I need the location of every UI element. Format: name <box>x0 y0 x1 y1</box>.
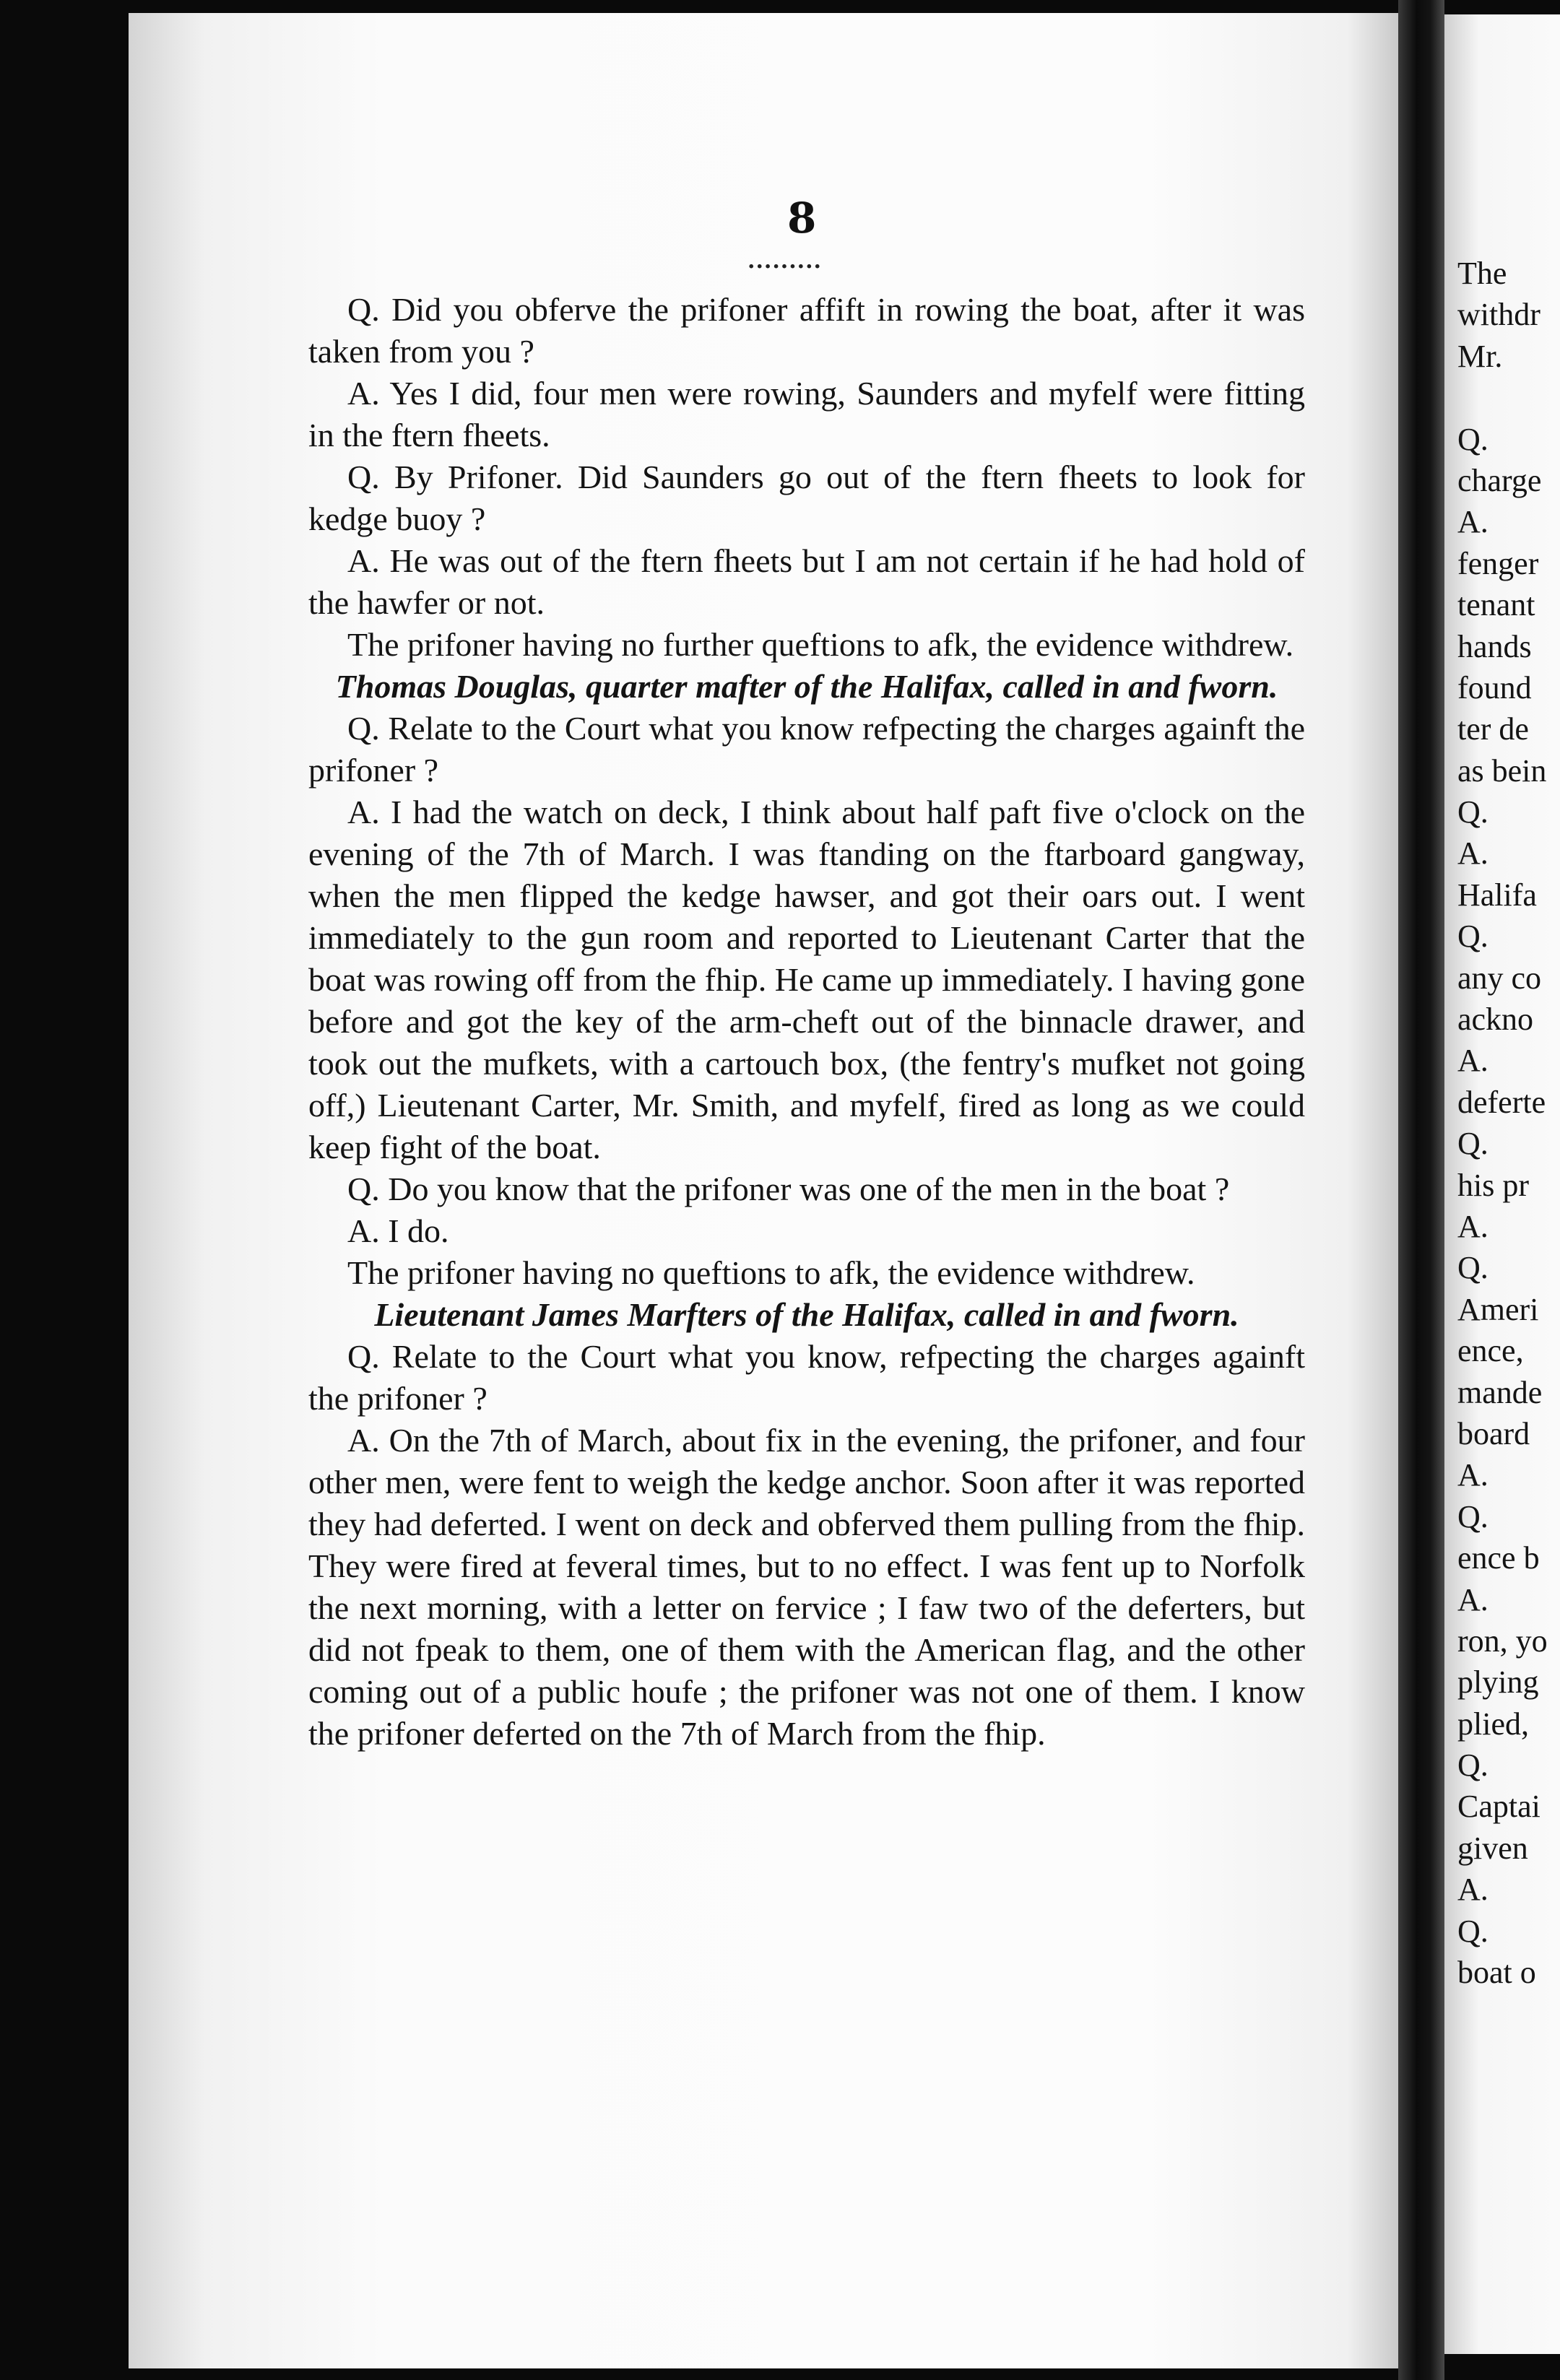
facing-page-line: given <box>1457 1830 1528 1866</box>
facing-page-line: A. <box>1457 1581 1488 1617</box>
facing-page-line: deferte <box>1457 1084 1546 1120</box>
facing-page-line: boat o <box>1457 1955 1536 1991</box>
facing-page-line: tenant <box>1457 587 1535 623</box>
facing-page-line: Q. <box>1457 1126 1488 1162</box>
testimony-paragraph: The prifoner having no queftions to afk, the evidence withdrew. <box>347 1254 1195 1291</box>
facing-page-line: ackno <box>1457 1002 1534 1038</box>
testimony-paragraph: Q. Relate to the Court what you know, refpecting the charges againft the prifoner ? <box>308 1338 1305 1417</box>
page-number: 8 <box>787 194 817 243</box>
facing-page-line: Q. <box>1457 918 1488 955</box>
facing-page-line: A. <box>1457 504 1488 540</box>
facing-page-line: ter de <box>1457 711 1529 747</box>
testimony-paragraph: A. I had the watch on deck, I think about half paft five o'clock on the evening of the 7th of March. I was ftanding on the ftarboard gangway, when the men flipped the kedge hawser, and got their oars out. I went immediately to the gun room and reported to Lieutenant Carter that the boat was rowing off from the fhip. He came up immediately. I having gone before and got the key of the arm-cheft out of the binnacle drawer, and took out the mufkets, with a cartouch box, (the fentry's mufket not going off,) Lieutenant Carter, Mr. Smith, and myfelf, fired as long as we could keep fight of the boat. <box>308 794 1305 1165</box>
facing-page-line: fenger <box>1457 545 1539 581</box>
body-text <box>308 289 1305 1755</box>
testimony-paragraph: Q. Did you obferve the prifoner affift in rowing the boat, after it was taken from you ? <box>308 291 1305 370</box>
book-gutter <box>1398 0 1444 2380</box>
facing-page-line: found <box>1457 669 1532 705</box>
facing-page-line: plied, <box>1457 1706 1529 1742</box>
facing-page-line: A. <box>1457 835 1488 872</box>
testimony-paragraph: Q. By Prifoner. Did Saunders go out of the ftern fheets to look for kedge buoy ? <box>308 459 1305 537</box>
testimony-paragraph: A. I do. <box>347 1212 449 1249</box>
witness-heading: Lieutenant James Marfters of the Halifax, called in and fworn. <box>374 1296 1239 1333</box>
facing-page-line: plying <box>1457 1664 1539 1701</box>
facing-page-line: as bein <box>1457 752 1547 789</box>
facing-page-text <box>1457 253 1560 1993</box>
facing-page-line: Captai <box>1457 1789 1540 1825</box>
facing-page-line: A. <box>1457 1043 1488 1079</box>
facing-page-line: A. <box>1457 1457 1488 1493</box>
facing-page-line: Mr. <box>1457 338 1503 374</box>
facing-page-line: hands <box>1457 628 1532 664</box>
facing-page-line: his pr <box>1457 1167 1529 1203</box>
testimony-paragraph: Q. Relate to the Court what you know refpecting the charges againft the prifoner ? <box>308 710 1305 789</box>
facing-page-line: Q. <box>1457 1913 1488 1949</box>
facing-page-line: ence, <box>1457 1333 1524 1369</box>
facing-page-line: any co <box>1457 960 1542 996</box>
facing-page-line: Q. <box>1457 1250 1488 1286</box>
facing-page-line: mande <box>1457 1374 1543 1410</box>
facing-page-line: A. <box>1457 1872 1488 1908</box>
facing-page-line: A. <box>1457 1208 1488 1244</box>
facing-page-line: charge <box>1457 462 1542 498</box>
testimony-paragraph: Q. Do you know that the prifoner was one of the men in the boat ? <box>347 1171 1230 1207</box>
facing-page-line <box>1457 377 1560 418</box>
facing-page-line: Halifa <box>1457 877 1537 913</box>
witness-heading: Thomas Douglas, quarter mafter of the Halifax, called in and fworn. <box>335 668 1278 705</box>
testimony-paragraph: A. Yes I did, four men were rowing, Saunders and myfelf were fitting in the ftern fheets. <box>308 375 1305 453</box>
facing-page-line: Q. <box>1457 1498 1488 1534</box>
facing-page-line: Q. <box>1457 421 1488 457</box>
ornament-rule: ......... <box>748 248 822 274</box>
facing-page-line: The <box>1457 256 1507 291</box>
facing-page-line: withdr <box>1457 297 1540 333</box>
facing-page-line: board <box>1457 1415 1530 1451</box>
facing-page-line: ence b <box>1457 1540 1540 1576</box>
facing-page-line: ron, yo <box>1457 1623 1548 1659</box>
facing-page-line: Ameri <box>1457 1291 1539 1327</box>
facing-page-line: Q. <box>1457 794 1488 830</box>
testimony-paragraph: A. He was out of the ftern fheets but I am not certain if he had hold of the hawfer or not. <box>308 542 1305 621</box>
testimony-paragraph: The prifoner having no further queftions to afk, the evidence withdrew. <box>347 626 1294 663</box>
facing-page-line: Q. <box>1457 1747 1488 1784</box>
testimony-paragraph: A. On the 7th of March, about fix in the evening, the prifoner, and four other men, were fent to weigh the kedge anchor. Soon after it was reported they had deferted. I went on deck and obferved them pulling from the fhip. They were fired at feveral times, but to no effect. I was fent up to Norfolk the next morning, with a letter on fervice ; I faw two of the deferters, but did not fpeak to them, one of them with the American flag, and the other coming out of a public houfe ; the prifoner was not one of them. I know the prifoner deferted on the 7th of March from the fhip. <box>308 1422 1305 1752</box>
